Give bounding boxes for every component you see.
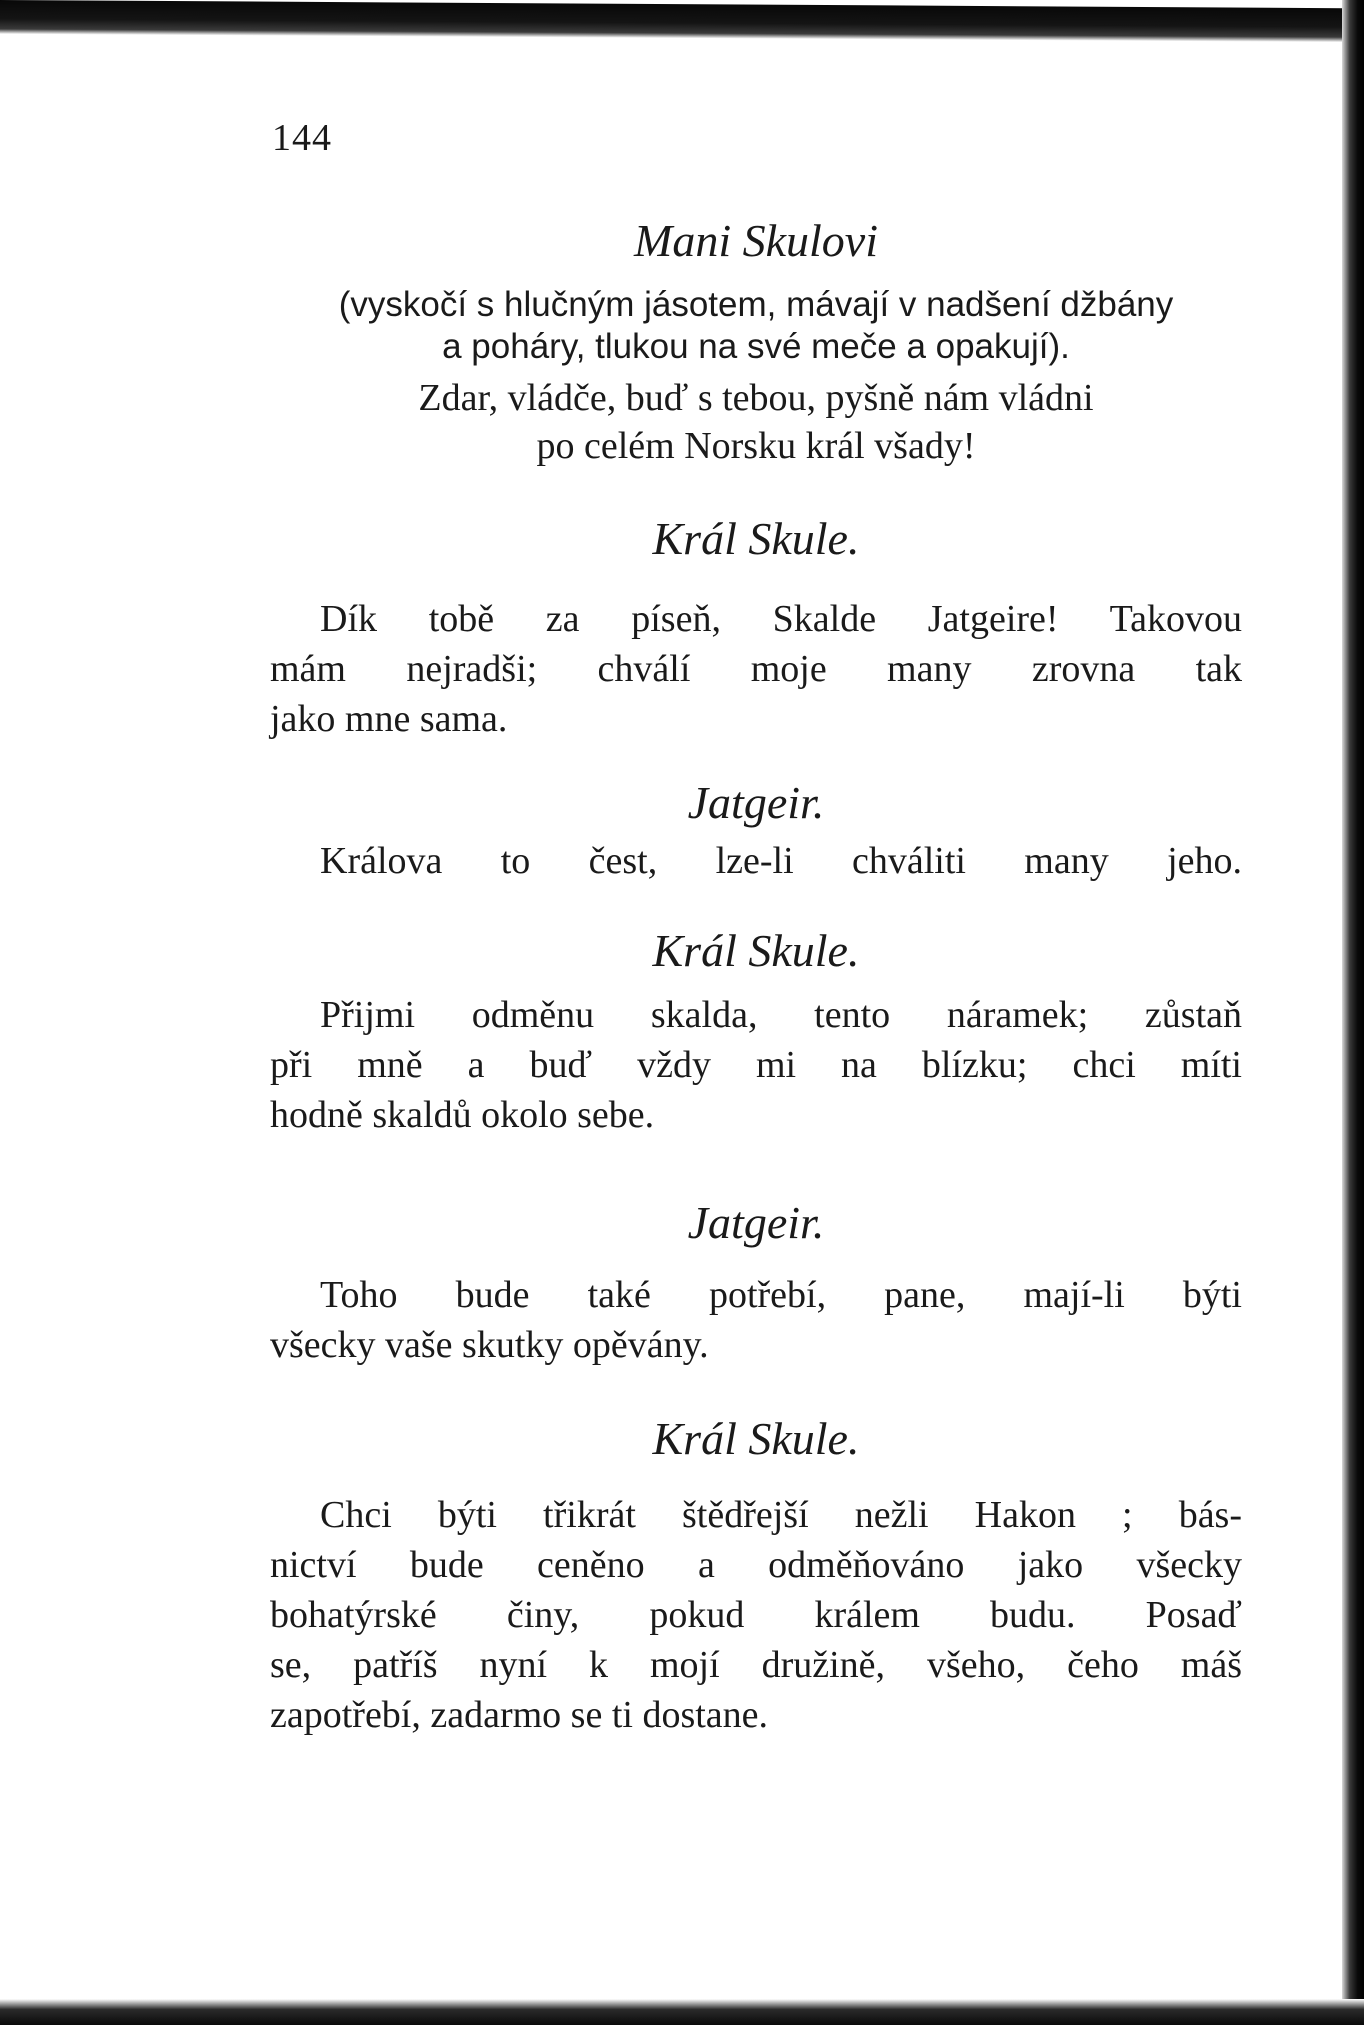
prose-paragraph: [270, 594, 1242, 744]
prose-line: se, patříš nyní k mojí družině, všeho, čeho máš: [270, 1644, 1242, 1686]
scan-edge-right: [1342, 0, 1364, 2025]
speaker-heading: Jatgeir.: [687, 1197, 825, 1248]
verse-line: po celém Norsku král všady!: [536, 425, 976, 467]
prose-line: bohatýrské činy, pokud králem budu. Posaď: [270, 1594, 1242, 1636]
verse-block: [270, 374, 1242, 470]
prose-line: jako mne sama.: [270, 698, 508, 740]
prose-line: Dík tobě za píseň, Skalde Jatgeire! Takovou: [320, 598, 1242, 640]
prose-line: Přijmi odměnu skalda, tento náramek; zůstaň: [320, 994, 1242, 1036]
stage-direction: [270, 284, 1242, 368]
prose-line: mám nejradši; chválí moje many zrovna tak: [270, 648, 1242, 690]
page-number: 144: [272, 117, 332, 159]
prose-line: při mně a buď vždy mi na blízku; chci míti: [270, 1044, 1242, 1086]
prose-line: Toho bude také potřebí, pane, mají-li býti: [320, 1274, 1242, 1316]
prose-paragraph: [270, 1490, 1242, 1740]
prose-paragraph: [270, 990, 1242, 1140]
stage-direction-line: (vyskočí s hlučným jásotem, mávají v nadšení džbány: [338, 285, 1174, 324]
speaker-heading: Jatgeir.: [687, 777, 825, 828]
prose-line: nictví bude ceněno a odměňováno jako všecky: [270, 1544, 1242, 1586]
prose-paragraph: [270, 1270, 1242, 1370]
scan-edge-top: [0, 0, 1364, 42]
speaker-heading: Král Skule.: [652, 513, 860, 564]
prose-line: Králova to čest, lze-li chváliti many jeho.: [320, 840, 1242, 882]
prose-line: Chci býti třikrát štědřejší nežli Hakon ; bás-: [320, 1494, 1242, 1536]
prose-line: hodně skaldů okolo sebe.: [270, 1094, 655, 1136]
prose-line: všecky vaše skutky opěvány.: [270, 1324, 709, 1366]
scan-edge-bottom: [0, 1999, 1364, 2025]
speaker-heading: Král Skule.: [652, 925, 860, 976]
speaker-heading: Mani Skulovi: [634, 215, 878, 266]
prose-paragraph: [270, 836, 1242, 886]
verse-line: Zdar, vládče, buď s tebou, pyšně nám vládni: [418, 377, 1094, 419]
stage-direction-line: a poháry, tlukou na své meče a opakují).: [442, 327, 1070, 366]
speaker-heading: Král Skule.: [652, 1413, 860, 1464]
prose-line: zapotřebí, zadarmo se ti dostane.: [270, 1694, 769, 1736]
